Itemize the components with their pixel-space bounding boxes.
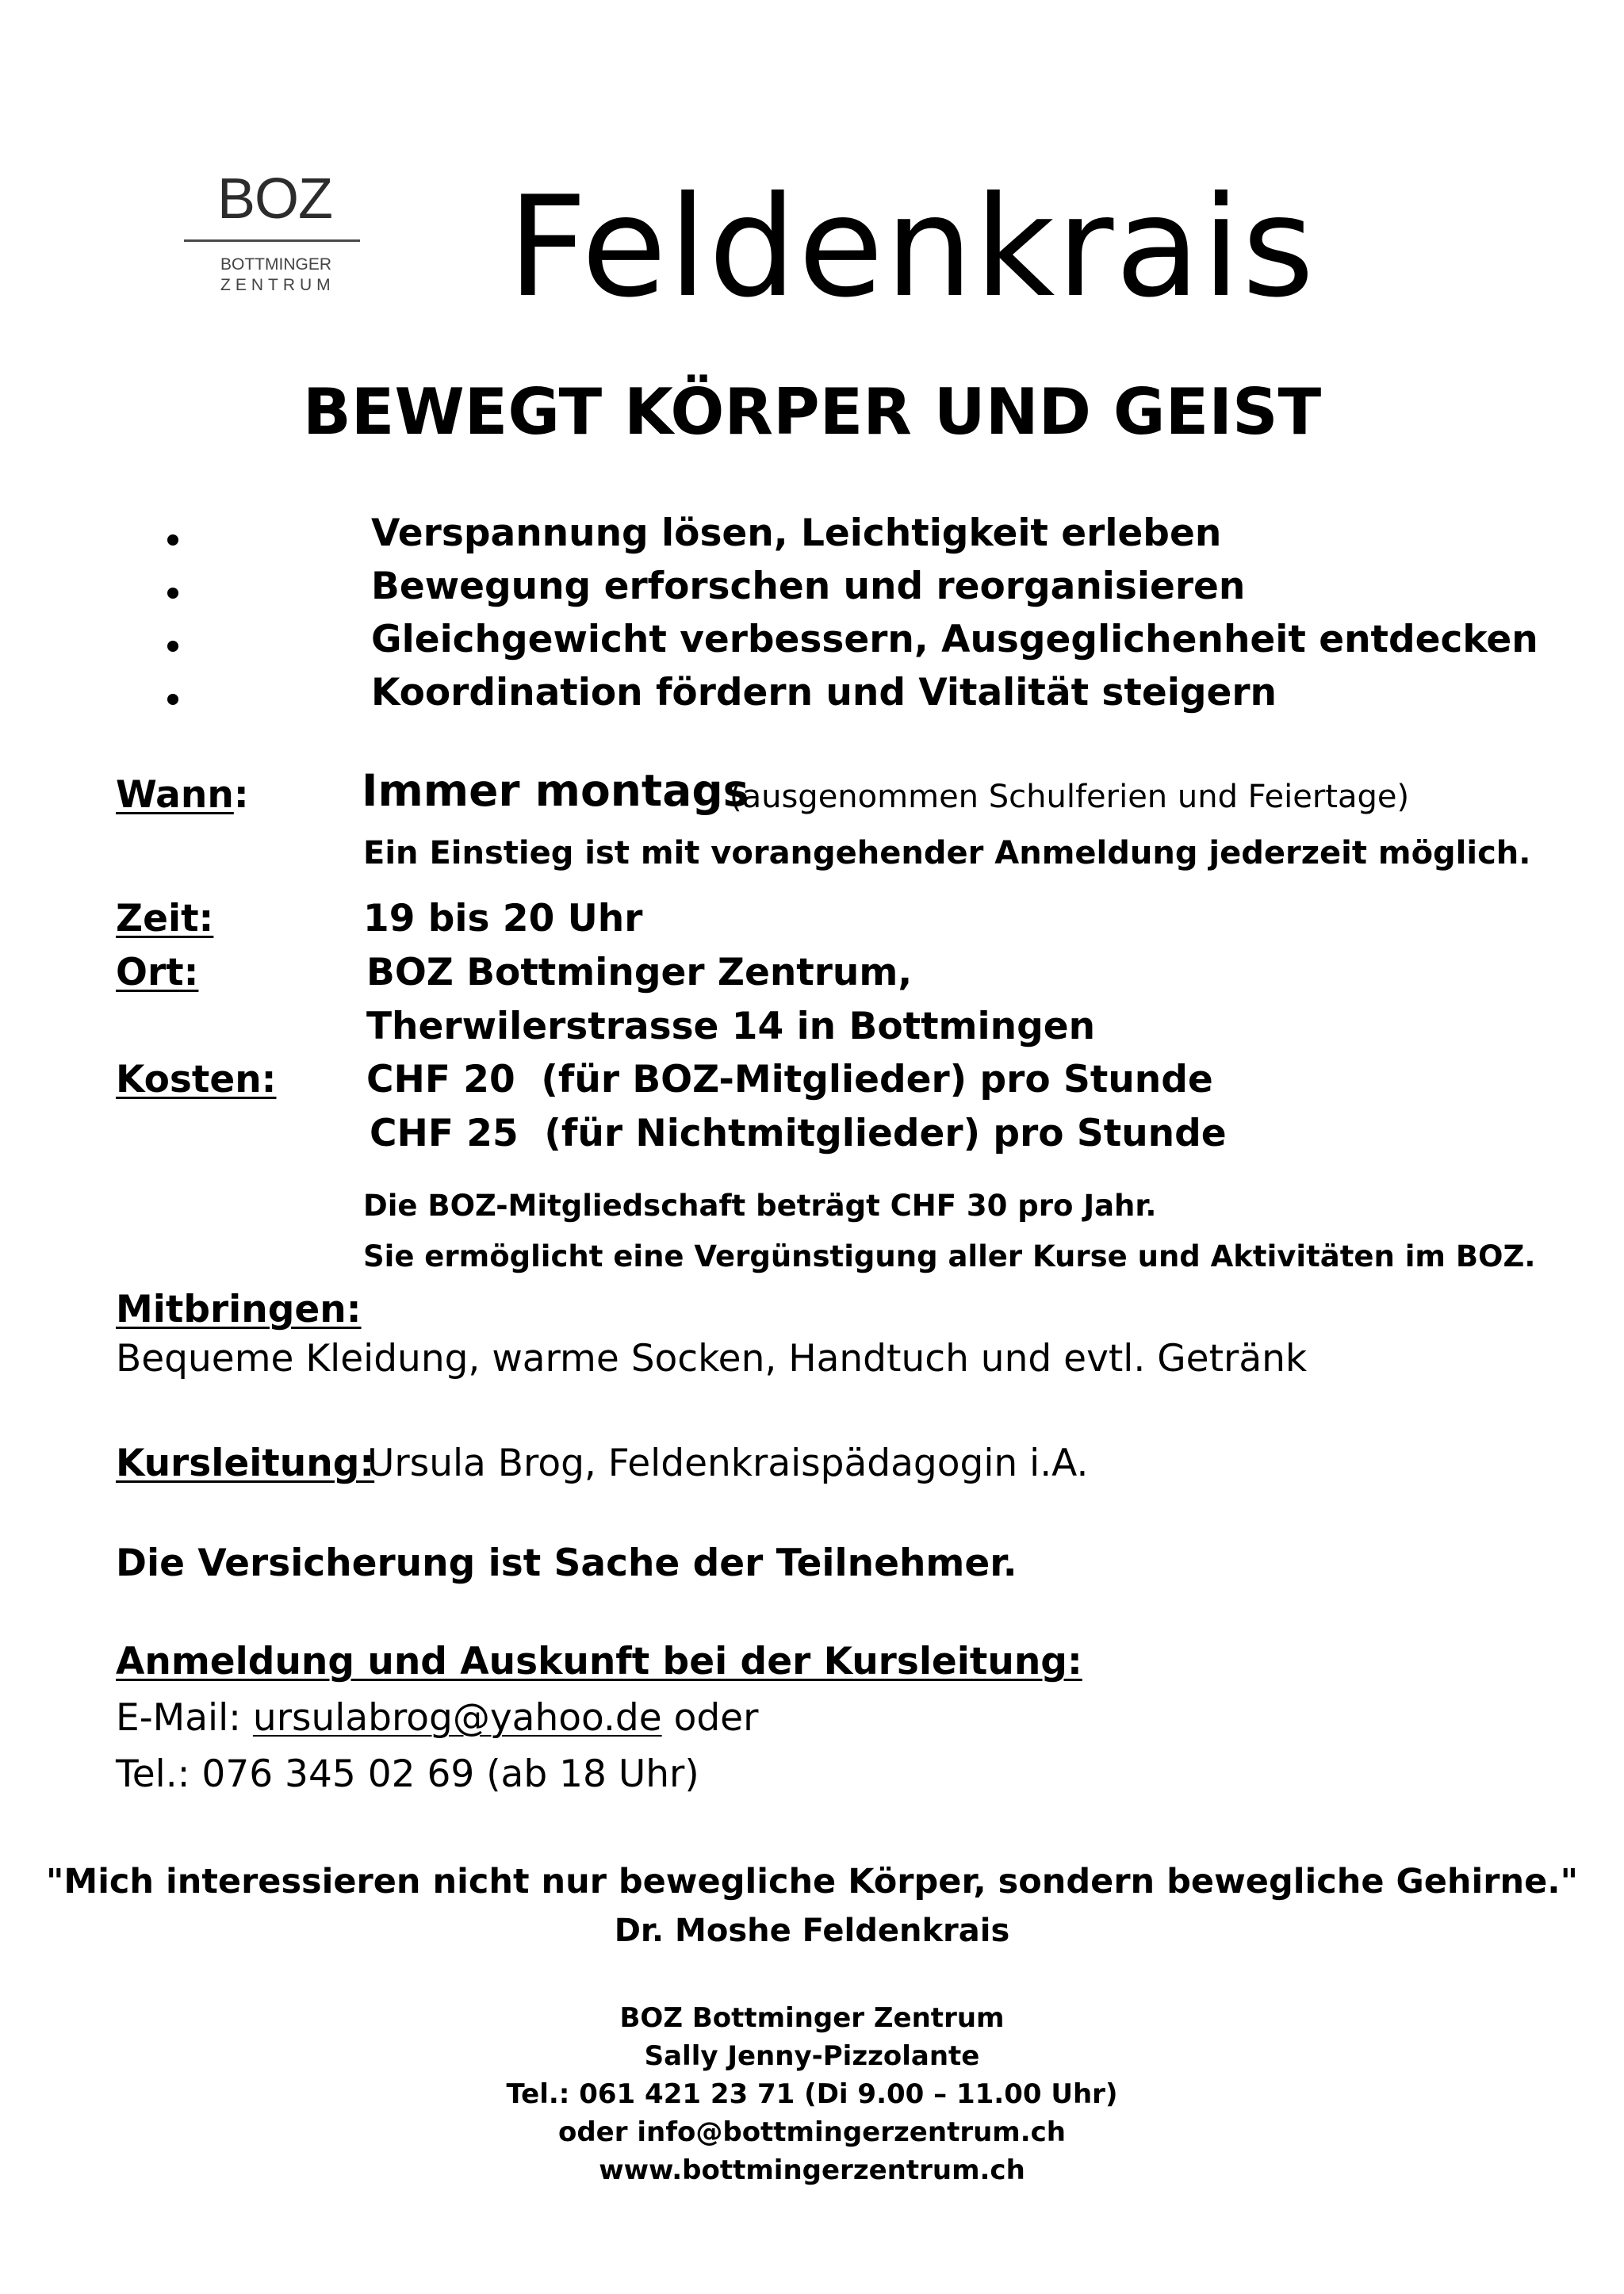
email-prefix: E-Mail: (116, 1696, 253, 1740)
logo-boz-text: BOZ (217, 167, 333, 231)
wann-colon: : (233, 773, 249, 817)
wann-exceptions: (ausgenommen Schulferien und Feiertage) (730, 779, 1410, 815)
kursleitung-value: Ursula Brog, Feldenkraispädagogin i.A. (367, 1442, 1089, 1485)
mitbringen-label: Mitbringen: (116, 1288, 362, 1331)
logo-subtitle-2: ZENTRUM (220, 276, 335, 294)
kursleitung-label: Kursleitung: (116, 1442, 375, 1485)
email-suffix: oder (661, 1696, 759, 1740)
ort-label: Ort: (116, 951, 199, 994)
kosten-nonmembers: CHF 25 (für Nichtmitglieder) pro Stunde (370, 1112, 1227, 1155)
anmeldung-heading: Anmeldung und Auskunft bei der Kursleitung: (116, 1640, 1082, 1683)
footer-org: BOZ Bottminger Zentrum (619, 2002, 1005, 2034)
list-item: Verspannung lösen, Leichtigkeit erleben (371, 511, 1222, 555)
page-subtitle: BEWEGT KÖRPER UND GEIST (302, 375, 1322, 449)
logo-divider (184, 239, 360, 242)
wann-label (116, 773, 249, 817)
kosten-label: Kosten: (116, 1058, 277, 1101)
email-link[interactable]: ursulabrog@yahoo.de (252, 1696, 662, 1740)
quote-author: Dr. Moshe Feldenkrais (614, 1913, 1010, 1949)
bullet-dot (167, 694, 178, 705)
footer-contact-person: Sally Jenny-Pizzolante (644, 2040, 980, 2072)
logo-subtitle-1: BOTTMINGER (220, 255, 331, 274)
zeit-label: Zeit: (116, 897, 214, 940)
quote-text: "Mich interessieren nicht nur bewegliche Körper, sondern bewegliche Gehirne." (46, 1862, 1578, 1901)
anmeldung-tel: Tel.: 076 345 02 69 (ab 18 Uhr) (116, 1752, 699, 1796)
page-title: Feldenkrais (508, 167, 1316, 328)
anmeldung-email-line (116, 1696, 759, 1740)
versicherung-note: Die Versicherung ist Sache der Teilnehmer. (116, 1541, 1017, 1585)
bullet-dot (167, 588, 178, 599)
list-item: Bewegung erforschen und reorganisieren (371, 565, 1246, 608)
wann-value: Immer montags (362, 765, 749, 816)
kosten-note-2: Sie ermöglicht eine Vergünstigung aller Kurse und Aktivitäten im BOZ. (363, 1239, 1536, 1273)
bullet-dot (167, 641, 178, 652)
kosten-note-1: Die BOZ-Mitgliedschaft beträgt CHF 30 pro Jahr. (363, 1189, 1157, 1223)
list-item: Koordination fördern und Vitalität steigern (371, 671, 1277, 714)
kosten-members: CHF 20 (für BOZ-Mitglieder) pro Stunde (366, 1058, 1213, 1101)
footer-email: oder info@bottmingerzentrum.ch (557, 2116, 1066, 2148)
wann-note: Ein Einstieg ist mit vorangehender Anmeldung jederzeit möglich. (363, 835, 1531, 871)
zeit-value: 19 bis 20 Uhr (363, 897, 643, 940)
bullet-dot (167, 534, 178, 546)
footer-phone: Tel.: 061 421 23 71 (Di 9.00 – 11.00 Uhr) (506, 2078, 1118, 2110)
wann-label-text: Wann (116, 773, 234, 817)
boz-logo (184, 167, 360, 313)
ort-line2: Therwilerstrasse 14 in Bottmingen (366, 1005, 1096, 1048)
ort-line1: BOZ Bottminger Zentrum, (366, 951, 913, 994)
footer-website: www.bottmingerzentrum.ch (599, 2154, 1025, 2186)
mitbringen-value: Bequeme Kleidung, warme Socken, Handtuch und evtl. Getränk (116, 1337, 1308, 1381)
list-item: Gleichgewicht verbessern, Ausgeglichenheit entdecken (371, 618, 1538, 661)
